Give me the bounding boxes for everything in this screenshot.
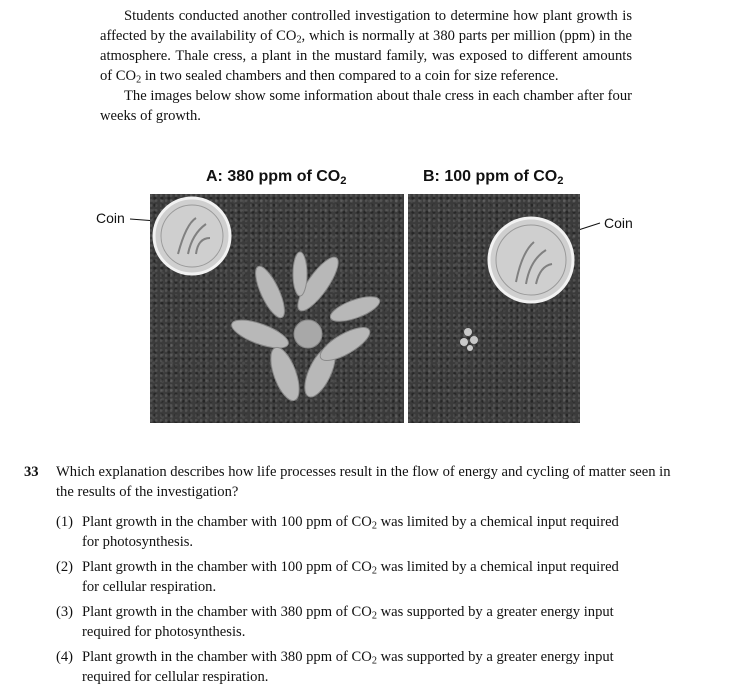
answer-options (56, 512, 636, 692)
passage (100, 6, 632, 126)
option-number: (1) (56, 514, 74, 530)
question-number: 33 (24, 464, 39, 480)
image-a-label: A: 380 ppm of $CO_2$ (206, 168, 347, 187)
passage-paragraph-2: The images below show some information about thale cress in each chamber after four weeks of growth. (100, 88, 632, 124)
image-b-label: B: 100 ppm of $CO_2$ (423, 168, 564, 187)
coin-image-a (154, 198, 230, 274)
photo-chamber-b (408, 194, 580, 423)
coin-image-b (489, 218, 573, 302)
option-number: (2) (56, 559, 74, 575)
small-plant-image (460, 328, 478, 351)
coin-label-a: Coin (96, 210, 125, 226)
answer-option-3[interactable] (56, 602, 636, 642)
large-plant-image (228, 252, 382, 404)
question-stem: Which explanation describes how life processes result in the flow of energy and cycling of matter seen in the results of the investigation? (56, 464, 671, 500)
passage-paragraph-1: Students conducted another controlled investigation to determine how plant growth is affected by the availability of $CO_2$, which is normally at 380 parts per million (ppm) in the atmosphere. Thale cress, a plant in the mustard family, was exposed to different amounts of $CO_2$ in two sealed chambers and then compared to a coin for size reference. (100, 8, 632, 86)
option-text: Plant growth in the chamber with 100 ppm of $CO_2$ was limited by a chemical input required for cellular respiration. (82, 559, 619, 595)
coin-label-b: Coin (604, 215, 633, 231)
option-number: (3) (56, 604, 74, 620)
answer-option-2[interactable] (56, 557, 636, 597)
question-33 (24, 462, 684, 685)
option-text: Plant growth in the chamber with 380 ppm of $CO_2$ was supported by a greater energy input required for cellular respiration. (82, 649, 614, 685)
answer-option-1[interactable] (56, 512, 636, 552)
option-text: Plant growth in the chamber with 380 ppm of $CO_2$ was supported by a greater energy input required for photosynthesis. (82, 604, 614, 640)
photo-chamber-a (150, 194, 404, 423)
option-number: (4) (56, 649, 74, 665)
option-text: Plant growth in the chamber with 100 ppm of $CO_2$ was limited by a chemical input required for photosynthesis. (82, 514, 619, 550)
answer-option-4[interactable] (56, 647, 636, 687)
